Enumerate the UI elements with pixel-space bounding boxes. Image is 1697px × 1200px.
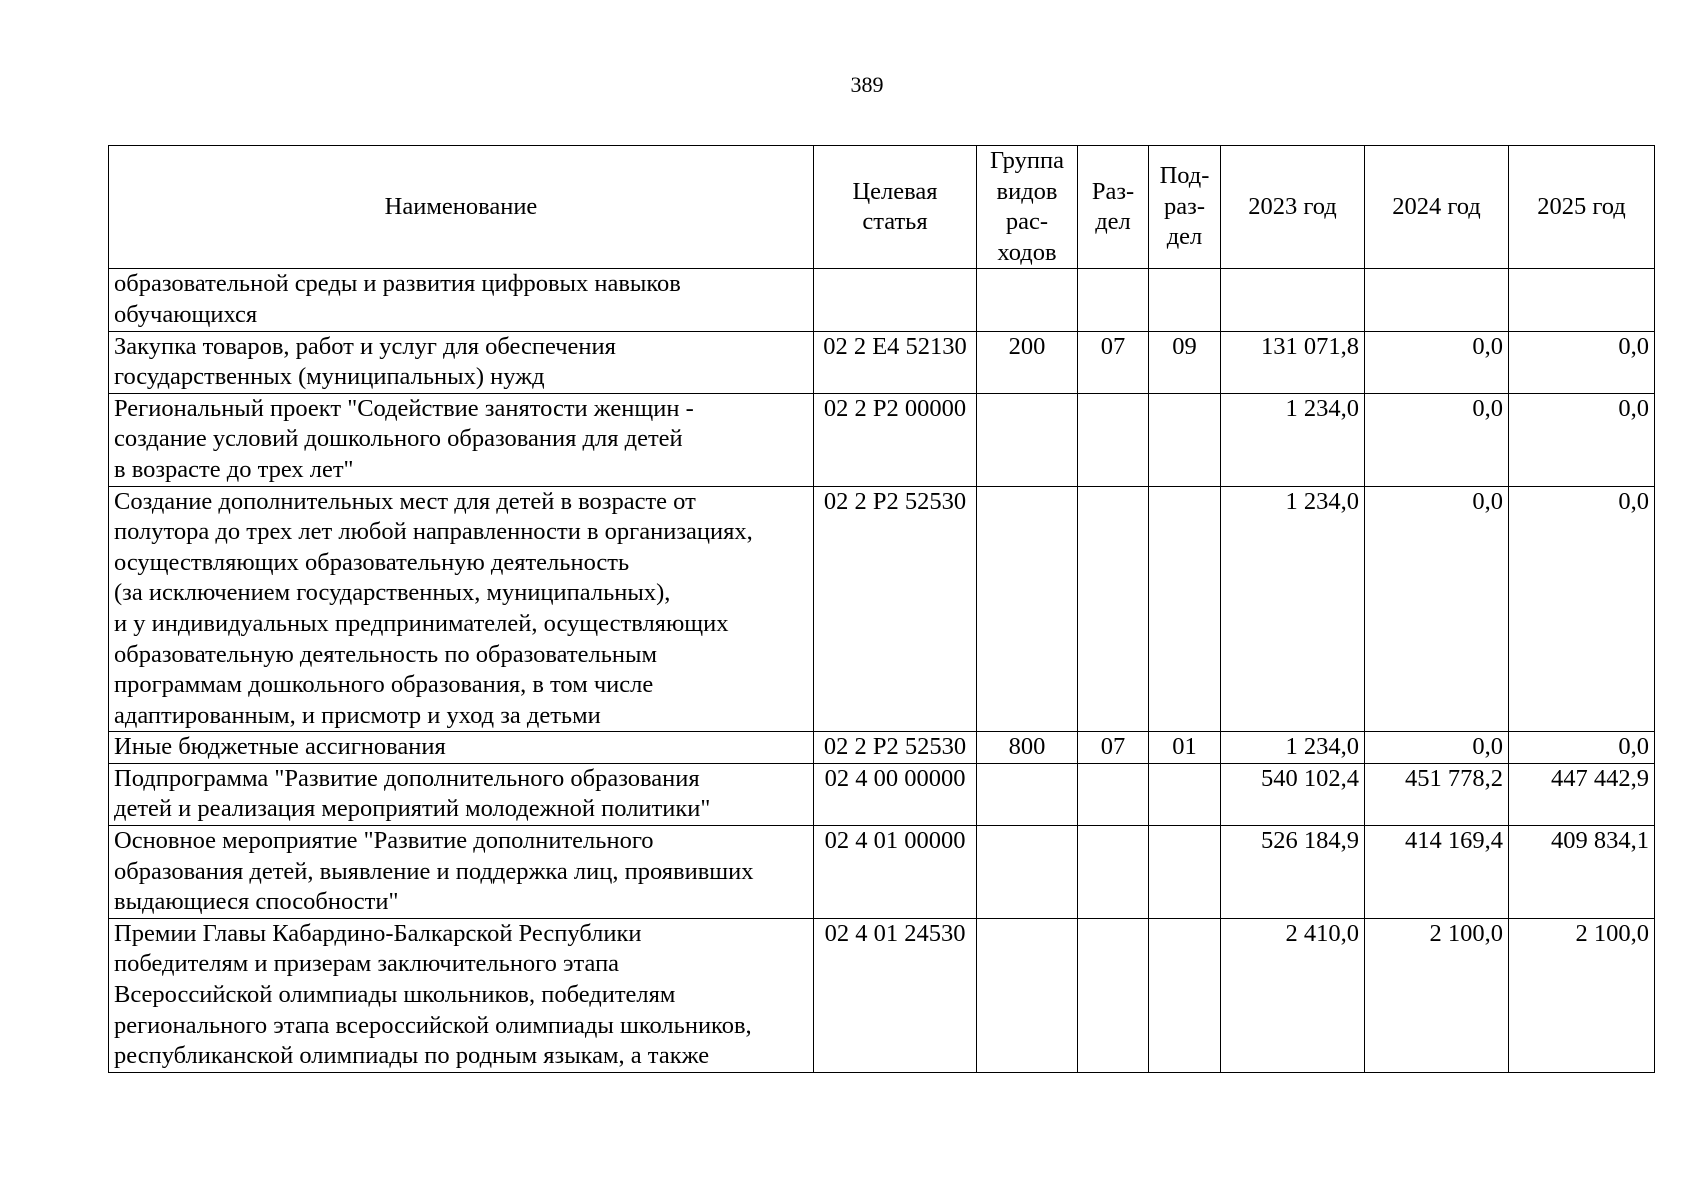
cell-2025: 409 834,1 (1509, 826, 1655, 919)
cell-2024: 451 778,2 (1365, 763, 1509, 825)
table-row (109, 732, 1655, 764)
cell-2024 (1365, 269, 1509, 331)
header-2024: 2024 год (1365, 146, 1509, 269)
cell-2025: 0,0 (1509, 732, 1655, 764)
cell-target-article: 02 2 Р2 52530 (814, 732, 977, 764)
header-section: Раз- дел (1078, 146, 1149, 269)
cell-2025: 447 442,9 (1509, 763, 1655, 825)
cell-target-article: 02 4 01 00000 (814, 826, 977, 919)
cell-2023: 2 410,0 (1221, 918, 1365, 1072)
cell-expense-group (977, 918, 1078, 1072)
cell-name-line: государственных (муниципальных) нужд (114, 363, 545, 391)
cell-2024: 0,0 (1365, 486, 1509, 732)
cell-target-article: 02 2 Р2 00000 (814, 393, 977, 486)
budget-table (108, 145, 1655, 1073)
cell-name-line: осуществляющих образовательную деятельность (114, 548, 630, 576)
cell-2024: 0,0 (1365, 331, 1509, 393)
cell-2025 (1509, 269, 1655, 331)
cell-subsection (1149, 826, 1221, 919)
cell-name-line: Закупка товаров, работ и услуг для обеспечения (114, 332, 616, 360)
cell-subsection (1149, 486, 1221, 732)
header-expense-group: Группа видов рас- ходов (977, 146, 1078, 269)
table-row (109, 331, 1655, 393)
cell-name-line: детей и реализация мероприятий молодежной политики" (114, 795, 711, 823)
cell-name (109, 393, 814, 486)
cell-name-line: Региональный проект "Содействие занятости женщин - (114, 394, 694, 422)
cell-2023: 131 071,8 (1221, 331, 1365, 393)
cell-name (109, 826, 814, 919)
cell-2024: 414 169,4 (1365, 826, 1509, 919)
cell-2025: 2 100,0 (1509, 918, 1655, 1072)
header-2025: 2025 год (1509, 146, 1655, 269)
cell-name-line: полутора до трех лет любой направленности в организациях, (114, 518, 753, 546)
cell-2023: 540 102,4 (1221, 763, 1365, 825)
cell-name-line: Премии Главы Кабардино-Балкарской Республики (114, 919, 642, 947)
cell-name-line: Основное мероприятие "Развитие дополнительного (114, 827, 654, 855)
cell-section (1078, 918, 1149, 1072)
cell-subsection (1149, 763, 1221, 825)
cell-2023: 1 234,0 (1221, 732, 1365, 764)
header-name: Наименование (109, 146, 814, 269)
cell-name-line: и у индивидуальных предпринимателей, осуществляющих (114, 609, 729, 637)
table-row (109, 763, 1655, 825)
cell-name-line: обучающихся (114, 300, 258, 328)
table-row (109, 393, 1655, 486)
cell-2025: 0,0 (1509, 393, 1655, 486)
cell-2023 (1221, 269, 1365, 331)
cell-section (1078, 826, 1149, 919)
page-number: 389 (850, 72, 884, 97)
table-body (109, 269, 1655, 1072)
cell-name (109, 486, 814, 732)
cell-section (1078, 393, 1149, 486)
cell-name-line: программам дошкольного образования, в том числе (114, 671, 654, 699)
cell-expense-group (977, 826, 1078, 919)
cell-2023: 526 184,9 (1221, 826, 1365, 919)
cell-expense-group (977, 763, 1078, 825)
table-row (109, 486, 1655, 732)
cell-target-article: 02 2 Р2 52530 (814, 486, 977, 732)
cell-2024: 0,0 (1365, 732, 1509, 764)
cell-name-line: победителям и призерам заключительного этапа (114, 950, 620, 978)
header-2023: 2023 год (1221, 146, 1365, 269)
cell-section (1078, 486, 1149, 732)
cell-target-article: 02 2 Е4 52130 (814, 331, 977, 393)
cell-subsection: 09 (1149, 331, 1221, 393)
cell-expense-group (977, 269, 1078, 331)
cell-name (109, 763, 814, 825)
cell-section (1078, 763, 1149, 825)
cell-name (109, 269, 814, 331)
cell-name (109, 732, 814, 764)
cell-2023: 1 234,0 (1221, 393, 1365, 486)
cell-name-line: в возрасте до трех лет" (114, 455, 354, 483)
header-subsection: Под- раз- дел (1149, 146, 1221, 269)
cell-name-line: создание условий дошкольного образования для детей (114, 425, 683, 453)
cell-name-line: образования детей, выявление и поддержка лиц, проявивших (114, 857, 754, 885)
cell-section (1078, 269, 1149, 331)
cell-name-line: (за исключением государственных, муниципальных), (114, 579, 671, 607)
table-row (109, 918, 1655, 1072)
table-row (109, 826, 1655, 919)
cell-2024: 0,0 (1365, 393, 1509, 486)
header-target-article: Целевая статья (814, 146, 977, 269)
cell-target-article: 02 4 01 24530 (814, 918, 977, 1072)
cell-target-article (814, 269, 977, 331)
cell-name-line: регионального этапа всероссийской олимпиады школьников, (114, 1011, 752, 1039)
cell-expense-group: 800 (977, 732, 1078, 764)
cell-2023: 1 234,0 (1221, 486, 1365, 732)
table-row (109, 269, 1655, 331)
cell-section: 07 (1078, 331, 1149, 393)
cell-name (109, 918, 814, 1072)
cell-2025: 0,0 (1509, 486, 1655, 732)
cell-section: 07 (1078, 732, 1149, 764)
cell-name-line: Подпрограмма "Развитие дополнительного образования (114, 764, 700, 792)
cell-name-line: Иные бюджетные ассигнования (114, 733, 446, 761)
cell-expense-group (977, 486, 1078, 732)
cell-subsection (1149, 918, 1221, 1072)
cell-subsection (1149, 269, 1221, 331)
cell-expense-group: 200 (977, 331, 1078, 393)
cell-name-line: выдающиеся способности" (114, 888, 399, 916)
cell-name-line: Всероссийской олимпиады школьников, победителям (114, 981, 676, 1009)
cell-2025: 0,0 (1509, 331, 1655, 393)
cell-name (109, 331, 814, 393)
cell-name-line: образовательную деятельность по образовательным (114, 640, 657, 668)
cell-subsection: 01 (1149, 732, 1221, 764)
cell-target-article: 02 4 00 00000 (814, 763, 977, 825)
cell-name-line: республиканской олимпиады по родным языкам, а также (114, 1042, 710, 1070)
cell-subsection (1149, 393, 1221, 486)
cell-expense-group (977, 393, 1078, 486)
cell-name-line: Создание дополнительных мест для детей в возрасте от (114, 487, 696, 515)
cell-2024: 2 100,0 (1365, 918, 1509, 1072)
cell-name-line: адаптированным, и присмотр и уход за детьми (114, 701, 601, 729)
table-header-row (109, 146, 1655, 269)
cell-name-line: образовательной среды и развития цифровых навыков (114, 270, 681, 298)
